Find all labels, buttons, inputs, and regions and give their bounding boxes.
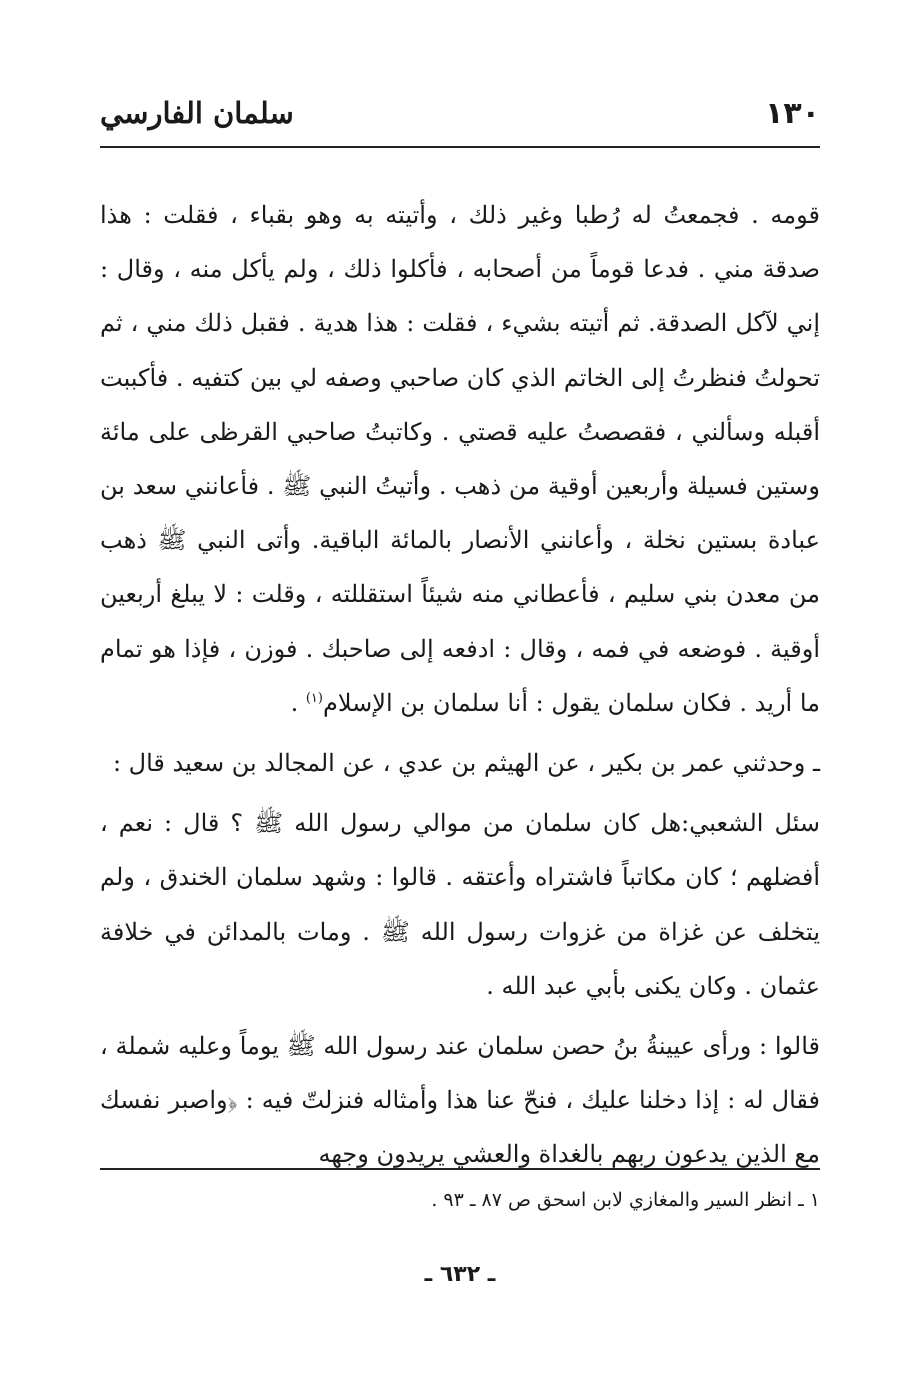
paragraph-2: ـ وحدثني عمر بن بكير ، عن الهيثم بن عدي ، عن المجالد بن سعيد قال :: [112, 749, 820, 778]
running-title: سلمان الفارسي: [100, 96, 294, 130]
footnote-marker: (١): [305, 690, 323, 706]
paragraph-1-text: قومه . فجمعتُ له رُطبا وغير ذلك ، وأتيته به وهو بقباء ، فقلت : هذا صدقة مني . فدعا قوماً من أصحابه ، فأكلوا ذلك ، ولم يأكل منه ، وقال : إني لآكل الصدقة. ثم أتيته بشيء ، فقلت : هذا هدية . فقبل ذلك مني ، ثم تحولتُ فنظرتُ إلى الخاتم الذي كان صاحبي وصفه لي بين كتفيه . فأكببت أقبله وسألني ، فقصصتُ عليه قصتي . وكاتبتُ صاحبي القرظى على مائة وستين فسيلة وأربعين أوقية من ذهب . وأتيتُ النبي ﷺ . فأعانني سعد بن عبادة بستين نخلة ، وأعانني الأنصار بالمائة الباقية. وأتى النبي ﷺ ذهب من معدن بني سليم ، فأعطاني منه شيئاً استقللته ، وقلت : لا يبلغ أربعين أوقية . فوضعه في فمه ، وقال : ادفعه إلى صاحبك . فوزن ، فإذا هو تمام ما أريد . فكان سلمان يقول : أنا سلمان بن الإسلام: [100, 201, 821, 717]
header-rule: [100, 146, 820, 148]
footnote: ١ ـ انظر السير والمغازي لابن اسحق ص ٨٧ ـ ٩٣ .: [431, 1189, 820, 1211]
paragraph-3: سئل الشعبي:هل كان سلمان من موالي رسول الله ﷺ ؟ قال : نعم ، أفضلهم ؛ كان مكاتباً فاشتراه وأعتقه . قالوا : وشهد سلمان الخندق ، ولم يتخلف عن غزاة من غزوات رسول الله ﷺ . ومات بالمدائن في خلافة عثمان . وكان يكنى بأبي عبد الله .: [100, 809, 820, 1000]
body-text: [100, 188, 820, 1182]
printed-page-number: ـ ٦٣٢ ـ: [424, 1262, 496, 1287]
paragraph-1-tail: .: [290, 688, 306, 717]
header-page-number: ١٣٠: [765, 96, 820, 131]
paragraph-1: [100, 188, 820, 730]
footnote-rule: [100, 1168, 820, 1170]
page-header: [100, 92, 820, 142]
paragraph-4: قالوا : ورأى عيينةُ بنُ حصن سلمان عند رسول الله ﷺ يوماً وعليه شملة ، فقال له : إذا دخلنا عليك ، فنحّ عنا هذا وأمثاله فنزلتّ فيه : ﴿واصبر نفسك مع الذين يدعون ربهم بالغداة والعشي يريدون وجهه: [100, 1032, 820, 1169]
